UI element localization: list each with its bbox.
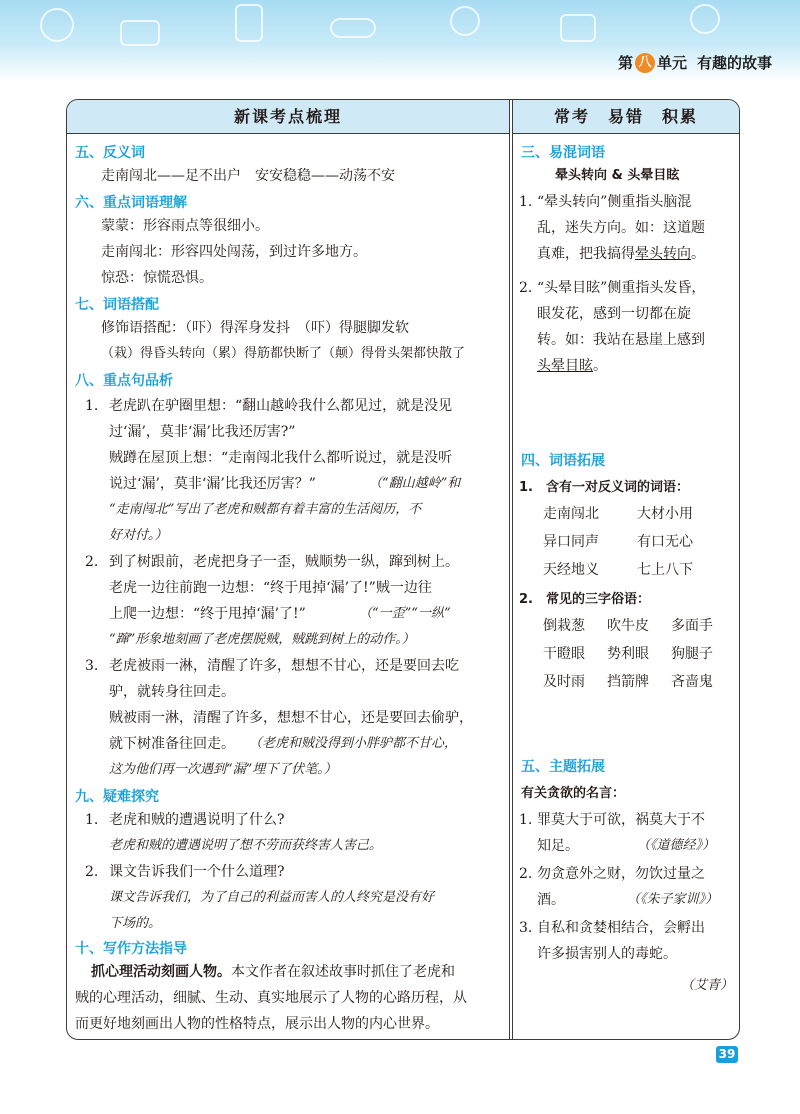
left-column-title: 新课考点梳理 bbox=[67, 100, 509, 134]
inquiry-answer: 老虎和贼的遭遇说明了想不劳而获终害人害己。 bbox=[109, 838, 383, 853]
sentence-line: 贼被雨一淋，清醒了许多，想想不甘心，还是要回去偷驴， bbox=[109, 710, 473, 726]
globe-doodle-icon bbox=[450, 6, 480, 36]
sentence-line: 说过‘漏’，莫非‘漏’比我还厉害？” bbox=[109, 476, 316, 492]
inquiry-question: 老虎和贼的遭遇说明了什么? bbox=[109, 812, 285, 828]
saying-cell: 狗腿子 bbox=[671, 646, 713, 662]
section-theme-expansion-title: 五、主题拓展 bbox=[521, 759, 605, 775]
confusable-line: “头晕目眩”侧重指头发昏， bbox=[537, 280, 706, 296]
antonym-line: 走南闯北——足不出户 安安稳稳——动荡不安 bbox=[101, 168, 395, 184]
sentence-line: 贼蹲在屋顶上想：“走南闯北我什么都听说过，就是没听 bbox=[109, 450, 453, 466]
analysis-note: 好对付。） bbox=[109, 528, 168, 543]
pencil-doodle-icon bbox=[330, 18, 376, 38]
quote-source: （《道德经》） bbox=[637, 838, 716, 853]
quote-source: （艾青） bbox=[681, 978, 734, 993]
flask-doodle-icon bbox=[235, 4, 263, 42]
column-divider bbox=[509, 100, 513, 1039]
confusable-line: 乱，迷失方向。如：这道题 bbox=[537, 220, 705, 236]
item-number: 1. bbox=[519, 812, 533, 828]
section-key-words-title: 六、重点词语理解 bbox=[75, 195, 187, 211]
idiom-cell: 有口无心 bbox=[637, 534, 693, 550]
confusable-line-text: 真难，把我搞得 bbox=[537, 246, 635, 262]
sentence-line: 老虎被雨一淋，清醒了许多，想想不甘心，还是要回去吃 bbox=[109, 658, 459, 674]
saying-cell: 干瞪眼 bbox=[543, 646, 585, 662]
idiom-cell: 走南闯北 bbox=[543, 506, 599, 522]
saying-cell: 吝啬鬼 bbox=[671, 674, 713, 690]
unit-prefix: 第 bbox=[617, 54, 633, 72]
quote-line: 知足。 bbox=[537, 838, 579, 854]
analysis-note: （“翻山越岭”和 bbox=[369, 476, 461, 491]
confusable-line bbox=[537, 244, 705, 264]
section-inquiry-title: 九、疑难探究 bbox=[75, 789, 159, 805]
quote-line: 自私和贪婪相结合，会孵出 bbox=[537, 920, 705, 936]
item-number: 1. bbox=[85, 398, 99, 414]
section-writing-method-title: 十、写作方法指导 bbox=[75, 941, 187, 957]
idiom-cell: 大材小用 bbox=[637, 506, 693, 522]
analysis-note: “走南闯北”写出了老虎和贼都有着丰富的生活阅历，不 bbox=[109, 502, 422, 517]
unit-title: 有趣的故事 bbox=[696, 54, 772, 72]
atom-doodle-icon bbox=[690, 4, 720, 34]
analysis-note: 这为他们再一次遇到“漏”埋下了伏笔。） bbox=[109, 762, 337, 777]
idiom-cell: 天经地义 bbox=[543, 562, 599, 578]
section-confusable-words-title: 三、易混词语 bbox=[521, 145, 605, 161]
key-word-line: 蒙蒙：形容雨点等很细小。 bbox=[101, 218, 269, 234]
analysis-note: （老虎和贼没得到小胖驴都不甘心， bbox=[249, 736, 458, 751]
writing-method-lead: 抓心理活动刻画人物。 bbox=[91, 964, 231, 980]
section-collocation-title: 七、词语搭配 bbox=[75, 297, 159, 313]
analysis-note: “蹿”形象地刻画了老虎摆脱贼，贼跳到树上的动作。） bbox=[109, 632, 415, 647]
section-vocabulary-expansion-title: 四、词语拓展 bbox=[521, 453, 605, 469]
bulb-doodle-icon bbox=[40, 8, 74, 42]
quotes-heading: 有关贪欲的名言： bbox=[521, 786, 626, 801]
underlined-word: 头晕目眩 bbox=[537, 358, 593, 374]
writing-method-line: 贼的心理活动，细腻、生动、真实地展示了人物的心路历程，从 bbox=[75, 990, 467, 1006]
quote-line: 勿贪意外之财，勿饮过量之 bbox=[537, 866, 705, 882]
confusable-line: “晕头转向”侧重指头脑混 bbox=[537, 194, 692, 210]
item-number: 2. bbox=[85, 554, 99, 570]
writing-method-line: 本文作者在叙述故事时抓住了老虎和 bbox=[231, 964, 455, 980]
book-doodle-icon bbox=[120, 20, 160, 46]
sentence-line: 就下树准备往回走。 bbox=[109, 736, 235, 752]
saying-cell: 势利眼 bbox=[607, 646, 649, 662]
collocation-line: 修饰语搭配：（吓）得浑身发抖 （吓）得腿脚发软 bbox=[101, 320, 409, 336]
section-sentence-analysis-title: 八、重点句品析 bbox=[75, 373, 173, 389]
analysis-note: （“一歪”“一纵” bbox=[359, 606, 451, 621]
inquiry-answer: 下场的。 bbox=[109, 916, 162, 931]
item-number: 1. bbox=[85, 812, 99, 828]
writing-method-line: 而更好地刻画出人物的性格特点，展示出人物的内心世界。 bbox=[75, 1016, 439, 1032]
underlined-word: 晕头转向 bbox=[635, 246, 691, 262]
item-number: 2. bbox=[519, 280, 533, 296]
sayings-heading: 2. 常见的三字俗语： bbox=[519, 592, 650, 607]
saying-cell: 吹牛皮 bbox=[607, 618, 649, 634]
sentence-line: 老虎趴在驴圈里想：“翻山越岭我什么都见过，就是没见 bbox=[109, 398, 453, 414]
line-end: 。 bbox=[593, 358, 607, 374]
top-banner bbox=[0, 0, 800, 82]
content-frame bbox=[66, 99, 740, 1040]
page-number: 39 bbox=[716, 1046, 738, 1063]
confusable-line bbox=[537, 356, 607, 376]
idiom-cell: 异口同声 bbox=[543, 534, 599, 550]
confusable-line: 转。如：我站在悬崖上感到 bbox=[537, 332, 705, 348]
unit-header bbox=[618, 52, 772, 73]
saying-cell: 挡箭牌 bbox=[607, 674, 649, 690]
unit-suffix: 单元 bbox=[656, 54, 687, 72]
item-number: 1. bbox=[519, 194, 533, 210]
inquiry-question: 课文告诉我们一个什么道理? bbox=[109, 864, 285, 880]
section-antonyms-title: 五、反义词 bbox=[75, 145, 145, 161]
saying-cell: 及时雨 bbox=[543, 674, 585, 690]
confusable-subtitle: 晕头转向 & 头晕目眩 bbox=[555, 168, 680, 183]
sentence-line: 过‘漏’，莫非‘漏’比我还厉害?” bbox=[109, 424, 296, 440]
antonym-idioms-heading: 1. 含有一对反义词的词语： bbox=[519, 480, 689, 495]
saying-cell: 倒栽葱 bbox=[543, 618, 585, 634]
line-end: 。 bbox=[691, 246, 705, 262]
item-number: 3. bbox=[519, 920, 533, 936]
key-word-line: 惊恐：惊慌恐惧。 bbox=[101, 270, 213, 286]
item-number: 2. bbox=[85, 864, 99, 880]
idiom-cell: 七上八下 bbox=[637, 562, 693, 578]
item-number: 3. bbox=[85, 658, 99, 674]
quote-line: 罪莫大于可欲，祸莫大于不 bbox=[537, 812, 705, 828]
quote-line: 酒。 bbox=[537, 892, 565, 908]
right-column-title: 常考 易错 积累 bbox=[513, 100, 739, 134]
confusable-line: 眼发花，感到一切都在旋 bbox=[537, 306, 691, 322]
unit-number-badge: 八 bbox=[635, 53, 655, 73]
quote-source: （《朱子家训》） bbox=[627, 892, 719, 907]
key-word-line: 走南闯北：形容四处闯荡，到过许多地方。 bbox=[101, 244, 367, 260]
sentence-line: 到了树跟前，老虎把身子一歪，贼顺势一纵，蹿到树上。 bbox=[109, 554, 459, 570]
note-doodle-icon bbox=[560, 14, 596, 42]
quote-line: 许多损害别人的毒蛇。 bbox=[537, 946, 677, 962]
item-number: 2. bbox=[519, 866, 533, 882]
sentence-line: 驴，就转身往回走。 bbox=[109, 684, 235, 700]
sentence-line: 上爬一边想：“终于甩掉‘漏’了!” bbox=[109, 606, 306, 622]
inquiry-answer: 课文告诉我们，为了自己的利益而害人的人终究是没有好 bbox=[109, 890, 435, 905]
sentence-line: 老虎一边往前跑一边想：“终于甩掉‘漏’了!”贼一边往 bbox=[109, 580, 432, 596]
collocation-line: （栽）得昏头转向（累）得筋都快断了（颠）得骨头架都快散了 bbox=[101, 346, 466, 361]
saying-cell: 多面手 bbox=[671, 618, 713, 634]
